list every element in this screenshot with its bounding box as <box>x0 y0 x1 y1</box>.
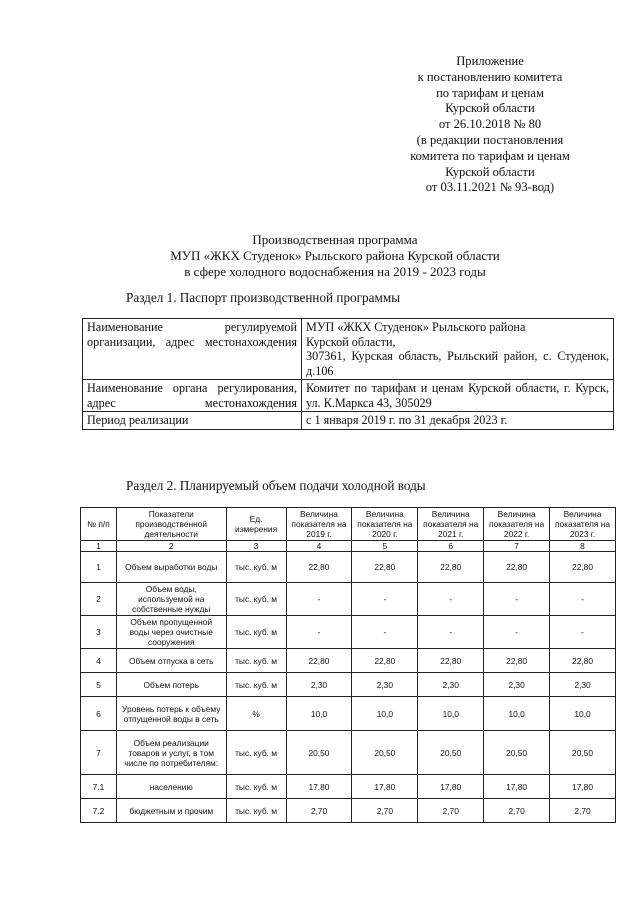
appendix-line: к постановлению комитета <box>417 69 563 84</box>
unit-cell: тыс. куб. м <box>226 616 286 649</box>
indicator-name: Объем потерь <box>116 673 226 697</box>
value-cell: 20,50 <box>550 731 616 775</box>
column-number: 4 <box>286 541 352 552</box>
appendix-line: (в редакции постановления <box>416 132 564 147</box>
row-number: 3 <box>81 616 117 649</box>
table-row <box>81 673 616 697</box>
appendix-line: комитета по тарифам и ценам <box>410 148 570 163</box>
appendix-line: по тарифам и ценам <box>436 85 544 100</box>
header-cell: Ед. измерения <box>226 508 286 541</box>
passport-value <box>302 319 614 380</box>
column-number: 3 <box>226 541 286 552</box>
value-cell: - <box>550 583 616 616</box>
value-cell: 2,70 <box>286 799 352 823</box>
passport-value-line: МУП «ЖКХ Студенок» Рыльского района <box>306 320 526 334</box>
table-row <box>83 380 614 412</box>
row-number: 7.2 <box>81 799 117 823</box>
title-line-2: МУП «ЖКХ Студенок» Рыльского района Курской области <box>170 248 500 263</box>
indicator-name: населению <box>116 775 226 799</box>
value-cell: 2,30 <box>418 673 484 697</box>
header-cell: № п/п <box>81 508 117 541</box>
value-cell: 20,50 <box>286 731 352 775</box>
passport-label: Наименование органа регулирования, адрес местонахождения <box>83 380 302 412</box>
value-cell: 22,80 <box>286 552 352 583</box>
row-number: 1 <box>81 552 117 583</box>
column-number: 8 <box>550 541 616 552</box>
row-number: 7 <box>81 731 117 775</box>
value-cell: 2,70 <box>418 799 484 823</box>
value-cell: - <box>352 583 418 616</box>
value-cell: 2,30 <box>550 673 616 697</box>
table-header-row <box>81 508 616 541</box>
row-number: 5 <box>81 673 117 697</box>
passport-value-line: Комитет по тарифам и ценам Курской области, г. Курск, ул. К.Маркса 43, 305029 <box>306 381 609 410</box>
water-volume-table <box>80 507 616 823</box>
value-cell: 22,80 <box>418 552 484 583</box>
table-row <box>81 649 616 673</box>
column-number: 2 <box>116 541 226 552</box>
table-row <box>81 731 616 775</box>
passport-value-line: 307361, Курская область, Рыльский район, с. Студенок, д.106 <box>306 349 609 378</box>
unit-cell: тыс. куб. м <box>226 799 286 823</box>
passport-label: Наименование регулируемой организации, адрес местонахождения <box>83 319 302 380</box>
table-row <box>81 583 616 616</box>
value-cell: 2,70 <box>484 799 550 823</box>
value-cell: - <box>484 616 550 649</box>
value-cell: 22,80 <box>418 649 484 673</box>
value-cell: 2,30 <box>286 673 352 697</box>
passport-value <box>302 412 614 430</box>
header-cell: Величина показателя на 2021 г. <box>418 508 484 541</box>
indicator-name: Объем отпуска в сеть <box>116 649 226 673</box>
unit-cell: тыс. куб. м <box>226 649 286 673</box>
value-cell: 2,70 <box>352 799 418 823</box>
header-cell: Величина показателя на 2019 г. <box>286 508 352 541</box>
unit-cell: % <box>226 697 286 731</box>
value-cell: 22,80 <box>484 649 550 673</box>
indicator-name: Объем воды, используемой на собственные нужды <box>116 583 226 616</box>
document-title <box>100 232 570 280</box>
column-number: 5 <box>352 541 418 552</box>
value-cell: 10,0 <box>550 697 616 731</box>
value-cell: - <box>286 583 352 616</box>
value-cell: 2,30 <box>484 673 550 697</box>
value-cell: 17,80 <box>550 775 616 799</box>
appendix-line: от 26.10.2018 № 80 <box>438 117 542 132</box>
header-cell: Величина показателя на 2020 г. <box>352 508 418 541</box>
column-number-row <box>81 541 616 552</box>
column-number: 7 <box>484 541 550 552</box>
table-row <box>81 552 616 583</box>
value-cell: 10,0 <box>484 697 550 731</box>
value-cell: - <box>418 616 484 649</box>
header-cell: Величина показателя на 2023 г. <box>550 508 616 541</box>
unit-cell: тыс. куб. м <box>226 673 286 697</box>
value-cell: 22,80 <box>550 552 616 583</box>
value-cell: - <box>418 583 484 616</box>
section-1-heading: Раздел 1. Паспорт производственной программы <box>126 290 401 305</box>
table-row <box>83 319 614 380</box>
appendix-line: Приложение <box>456 54 524 68</box>
title-line-3: в сфере холодного водоснабжения на 2019 - 2023 годы <box>184 264 486 279</box>
column-number: 1 <box>81 541 117 552</box>
indicator-name: Объем реализации товаров и услуг, в том числе по потребителям: <box>116 731 226 775</box>
header-cell: Показатели производственной деятельности <box>116 508 226 541</box>
row-number: 6 <box>81 697 117 731</box>
value-cell: - <box>484 583 550 616</box>
row-number: 7.1 <box>81 775 117 799</box>
value-cell: 22,80 <box>484 552 550 583</box>
value-cell: 17,80 <box>418 775 484 799</box>
value-cell: 20,50 <box>418 731 484 775</box>
title-line-1: Производственная программа <box>252 232 418 247</box>
value-cell: 2,70 <box>550 799 616 823</box>
passport-table <box>82 318 614 430</box>
value-cell: - <box>550 616 616 649</box>
table-row <box>81 697 616 731</box>
header-cell: Величина показателя на 2022 г. <box>484 508 550 541</box>
table-row <box>81 616 616 649</box>
value-cell: - <box>286 616 352 649</box>
unit-cell: тыс. куб. м <box>226 731 286 775</box>
value-cell: - <box>352 616 418 649</box>
value-cell: 10,0 <box>286 697 352 731</box>
value-cell: 22,80 <box>550 649 616 673</box>
passport-value-line: с 1 января 2019 г. по 31 декабря 2023 г. <box>306 413 508 427</box>
table-row <box>83 412 614 430</box>
indicator-name: Объем пропущенной воды через очистные сооружения <box>116 616 226 649</box>
appendix-line: Курской области <box>445 101 535 116</box>
indicator-name: Уровень потерь к объему отпущенной воды в сеть <box>116 697 226 731</box>
appendix-block <box>370 54 610 196</box>
value-cell: 17,80 <box>286 775 352 799</box>
value-cell: 2,30 <box>352 673 418 697</box>
value-cell: 20,50 <box>352 731 418 775</box>
table-row <box>81 775 616 799</box>
value-cell: 22,80 <box>352 649 418 673</box>
value-cell: 20,50 <box>484 731 550 775</box>
appendix-line: Курской области <box>445 164 535 179</box>
table-row <box>81 799 616 823</box>
value-cell: 22,80 <box>286 649 352 673</box>
value-cell: 10,0 <box>418 697 484 731</box>
value-cell: 10,0 <box>352 697 418 731</box>
unit-cell: тыс. куб. м <box>226 775 286 799</box>
unit-cell: тыс. куб. м <box>226 583 286 616</box>
column-number: 6 <box>418 541 484 552</box>
value-cell: 17,80 <box>484 775 550 799</box>
appendix-line: от 03.11.2021 № 93-вод) <box>425 180 555 195</box>
indicator-name: Объем выработки воды <box>116 552 226 583</box>
row-number: 4 <box>81 649 117 673</box>
unit-cell: тыс. куб. м <box>226 552 286 583</box>
value-cell: 22,80 <box>352 552 418 583</box>
passport-label: Период реализации <box>83 412 302 430</box>
row-number: 2 <box>81 583 117 616</box>
indicator-name: бюджетным и прочим <box>116 799 226 823</box>
section-2-heading: Раздел 2. Планируемый объем подачи холодной воды <box>126 478 426 493</box>
passport-value <box>302 380 614 412</box>
value-cell: 17,80 <box>352 775 418 799</box>
passport-value-line: Курской области, <box>306 334 396 349</box>
